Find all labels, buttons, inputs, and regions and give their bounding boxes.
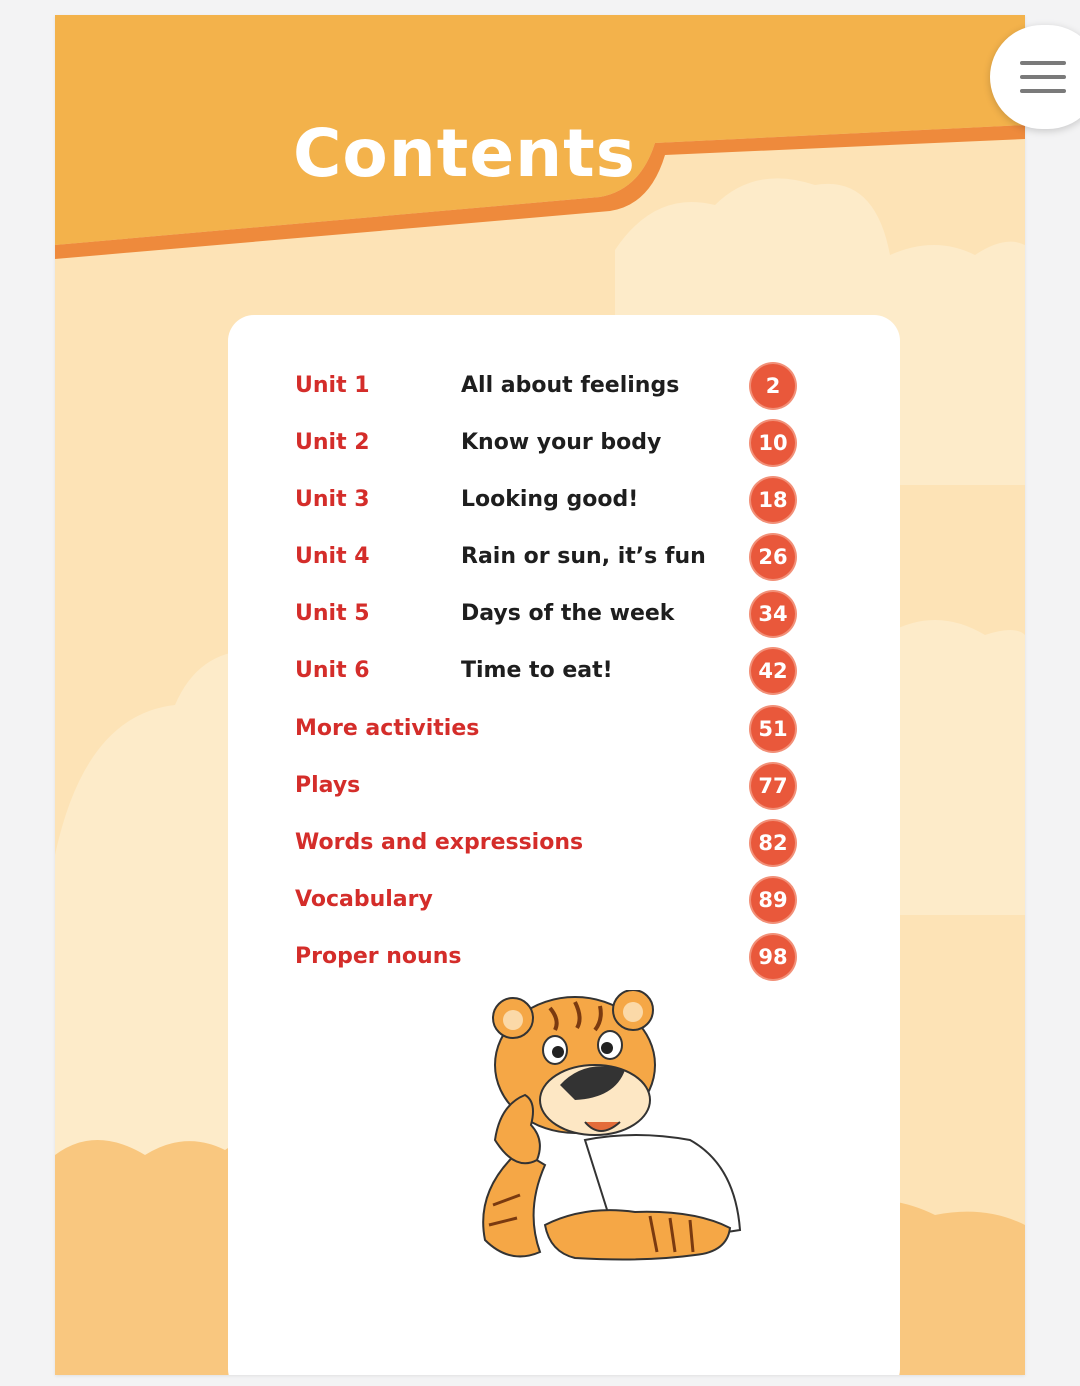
toc-row-unit-1[interactable] [295, 364, 805, 410]
page-number-badge: 51 [751, 707, 795, 751]
toc-row-proper-nouns[interactable] [295, 935, 805, 981]
toc-row-vocabulary[interactable] [295, 878, 805, 924]
section-label: Vocabulary [295, 887, 433, 912]
unit-label: Unit 1 [295, 373, 370, 398]
menu-line [1020, 89, 1066, 93]
section-label: More activities [295, 716, 480, 741]
section-label: Plays [295, 773, 361, 798]
unit-label: Unit 3 [295, 487, 370, 512]
section-label: Words and expressions [295, 830, 584, 855]
tiger-mascot-illustration [465, 990, 765, 1290]
toc-row-words-and-expressions[interactable] [295, 821, 805, 867]
unit-label: Unit 5 [295, 601, 370, 626]
page-number-badge: 89 [751, 878, 795, 922]
unit-topic: Rain or sun, it’s fun [461, 544, 706, 569]
page-number-badge: 18 [751, 478, 795, 522]
page-number-badge: 42 [751, 649, 795, 693]
section-label: Proper nouns [295, 944, 462, 969]
page-number-badge: 10 [751, 421, 795, 465]
unit-topic: All about feelings [461, 373, 680, 398]
unit-label: Unit 4 [295, 544, 370, 569]
toc-row-unit-4[interactable] [295, 535, 805, 581]
toc-row-more-activities[interactable] [295, 707, 805, 753]
menu-line [1020, 75, 1066, 79]
unit-topic: Time to eat! [461, 658, 613, 683]
page-number-badge: 82 [751, 821, 795, 865]
page-title: Contents [293, 115, 636, 192]
unit-topic: Looking good! [461, 487, 639, 512]
page-number-badge: 98 [751, 935, 795, 979]
toc-row-plays[interactable] [295, 764, 805, 810]
unit-topic: Know your body [461, 430, 662, 455]
toc-row-unit-6[interactable] [295, 649, 805, 695]
toc-row-unit-2[interactable] [295, 421, 805, 467]
menu-line [1020, 61, 1066, 65]
page-number-badge: 77 [751, 764, 795, 808]
toc-row-unit-5[interactable] [295, 592, 805, 638]
unit-label: Unit 2 [295, 430, 370, 455]
page-number-badge: 26 [751, 535, 795, 579]
book-page [55, 15, 1025, 1375]
unit-topic: Days of the week [461, 601, 675, 626]
page-number-badge: 34 [751, 592, 795, 636]
toc-row-unit-3[interactable] [295, 478, 805, 524]
page-number-badge: 2 [751, 364, 795, 408]
unit-label: Unit 6 [295, 658, 370, 683]
